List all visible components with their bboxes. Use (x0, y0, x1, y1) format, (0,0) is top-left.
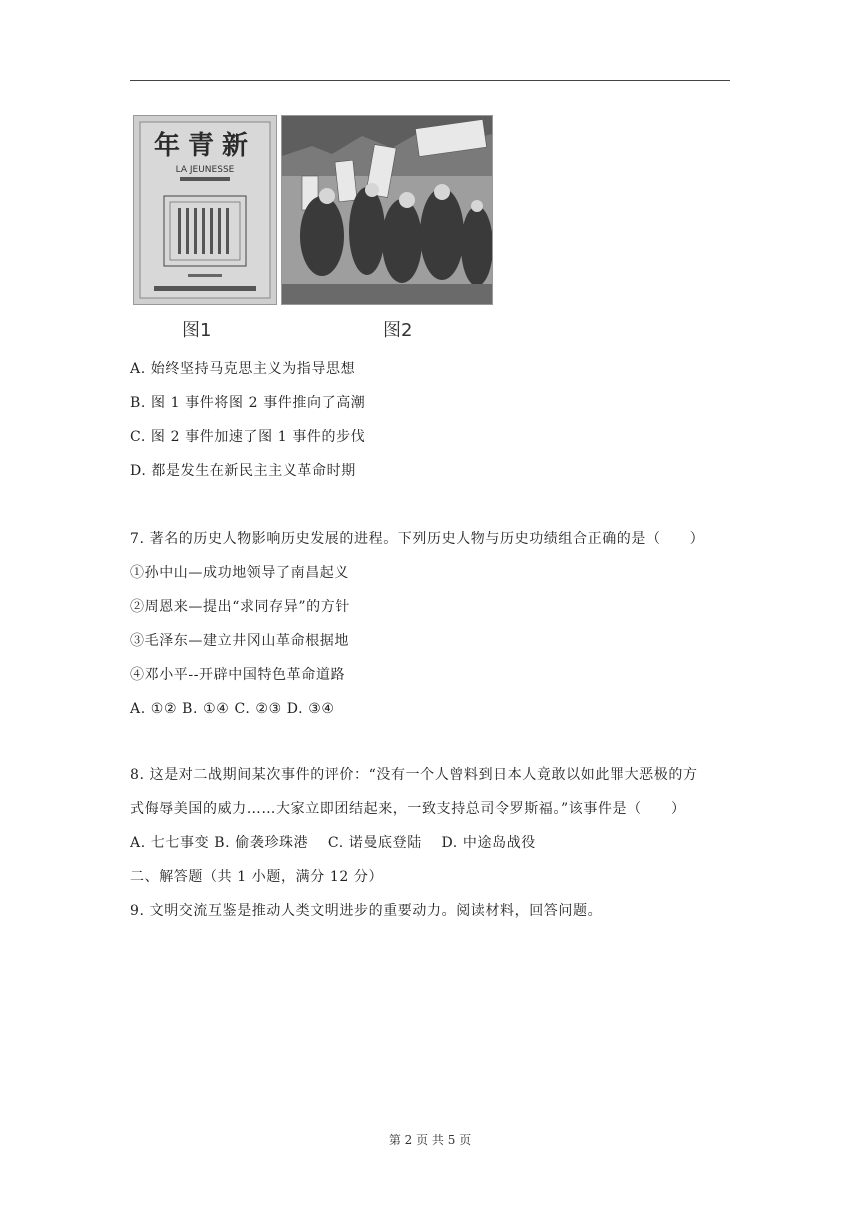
protest-painting-image (282, 116, 492, 304)
magazine-subtitle: LA JEUNESSE (175, 165, 235, 175)
header-rule (130, 80, 730, 81)
magazine-masthead: 新青年 (153, 131, 257, 161)
q7-item-1: ①孙中山—成功地领导了南昌起义 (130, 565, 349, 581)
magazine-cover-image (134, 116, 276, 304)
q7-stem: 7. 著名的历史人物影响历史发展的进程。下列历史人物与历史功绩组合正确的是（ ） (130, 531, 705, 547)
q6-option-d: D. 都是发生在新民主主义革命时期 (130, 463, 356, 479)
q6-option-b: B. 图 1 事件将图 2 事件推向了高潮 (130, 395, 366, 411)
figure-1-magazine-cover (133, 115, 277, 305)
q8-stem-line-2: 式侮辱美国的威力……大家立即团结起来，一致支持总司令罗斯福。”该事件是（ ） (130, 801, 686, 817)
q9-stem: 9. 文明交流互鉴是推动人类文明进步的重要动力。阅读材料，回答问题。 (130, 903, 603, 919)
figure-2-protest-painting (281, 115, 493, 305)
q8-stem-line-1: 8. 这是对二战期间某次事件的评价：“没有一个人曾料到日本人竟敢以如此罪大恶极的方 (130, 767, 698, 783)
q7-item-3: ③毛泽东—建立井冈山革命根据地 (130, 633, 349, 649)
q7-item-2: ②周恩来—提出“求同存异”的方针 (130, 599, 350, 615)
q6-option-a: A. 始终坚持马克思主义为指导思想 (130, 361, 356, 377)
figure-1-caption: 图1 (182, 320, 212, 341)
q7-options: A. ①② B. ①④ C. ②③ D. ③④ (130, 701, 335, 717)
section-2-heading: 二、解答题（共 1 小题，满分 12 分） (130, 869, 384, 885)
q7-item-4: ④邓小平--开辟中国特色革命道路 (130, 667, 346, 683)
q8-options: A. 七七事变 B. 偷袭珍珠港 C. 诺曼底登陆 D. 中途岛战役 (130, 835, 536, 851)
q6-option-c: C. 图 2 事件加速了图 1 事件的步伐 (130, 429, 366, 445)
figure-2-caption: 图2 (383, 320, 413, 341)
page-footer: 第 2 页 共 5 页 (388, 1133, 472, 1147)
